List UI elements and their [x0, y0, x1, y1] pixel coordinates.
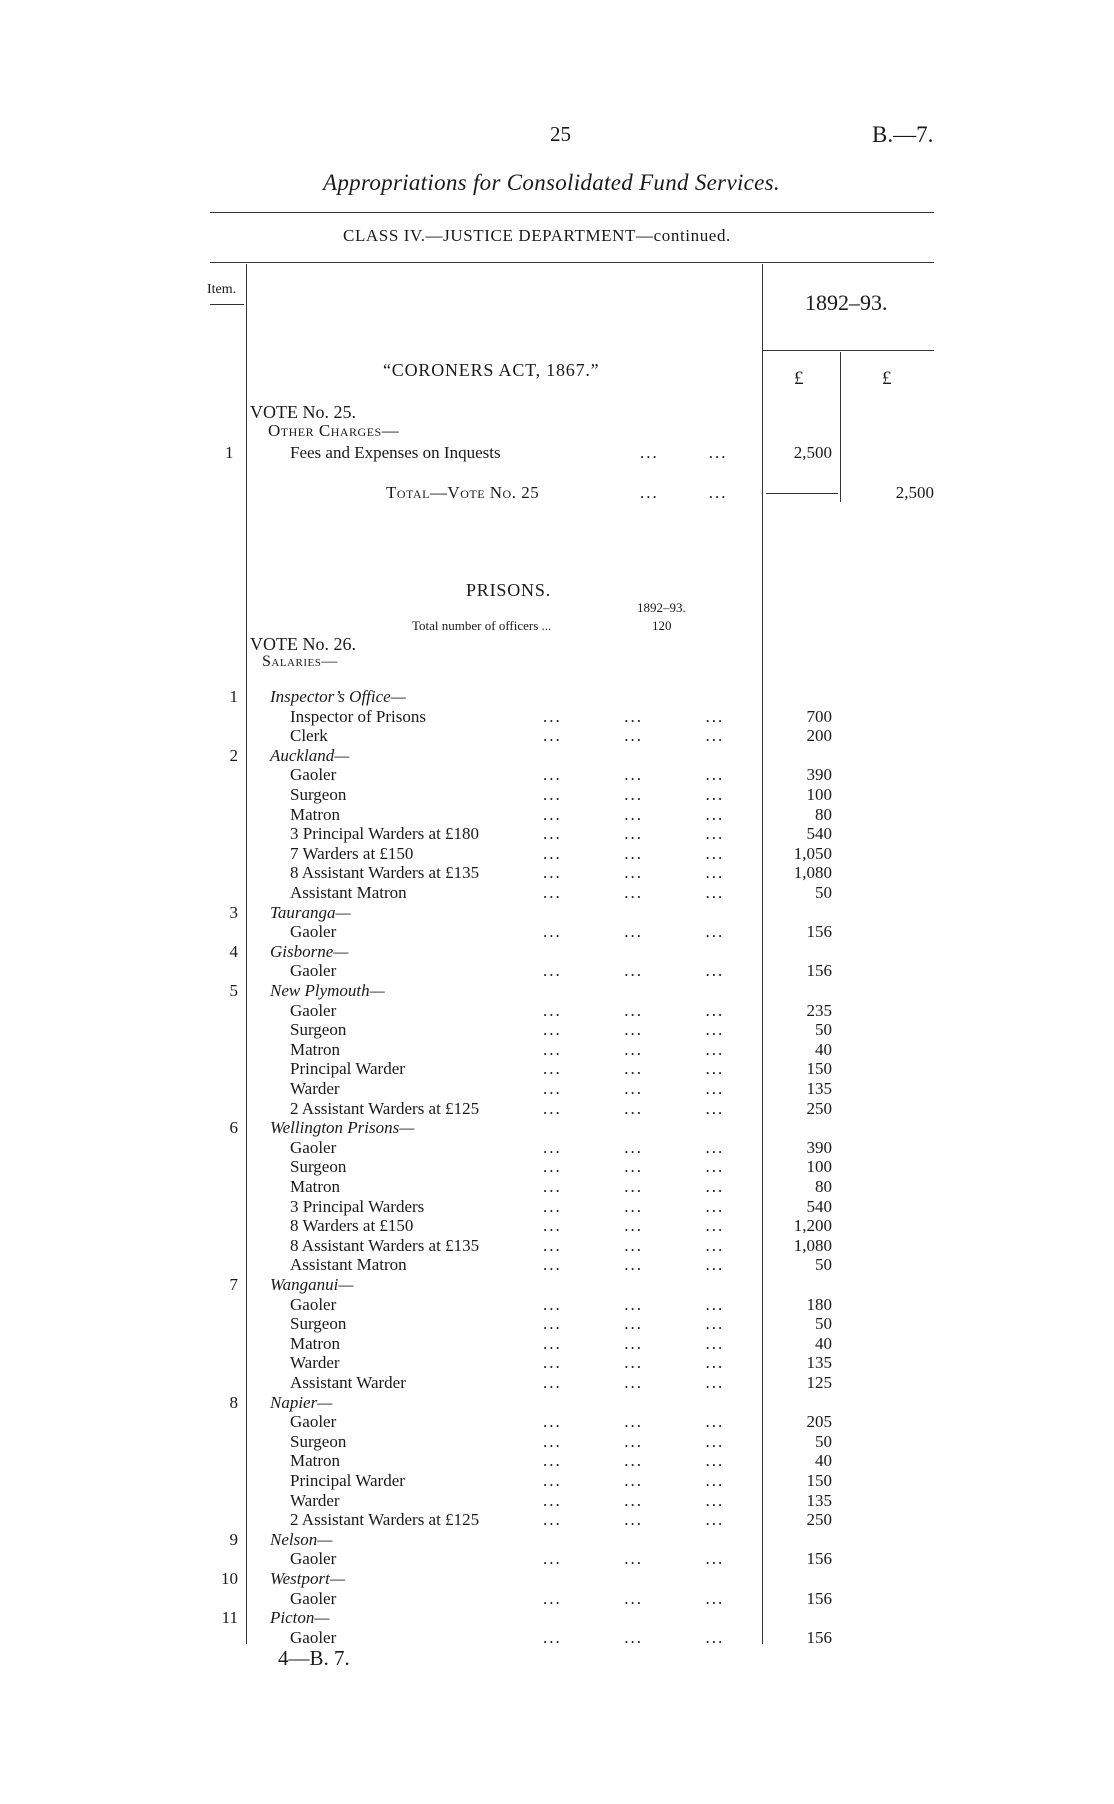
item-number	[216, 824, 238, 844]
amount	[770, 746, 832, 766]
amount	[770, 1275, 832, 1295]
item-number	[216, 1471, 238, 1491]
item-number: 3	[229, 903, 238, 922]
currency-symbol-1: £	[794, 368, 804, 389]
amount: 540	[806, 1197, 832, 1216]
amount: 80	[815, 805, 832, 824]
item-number	[216, 1020, 238, 1040]
leader-dots: ... ... ...	[543, 883, 725, 902]
amount: 1,080	[793, 863, 832, 882]
item-number: 7	[229, 1275, 238, 1294]
amount-divider	[762, 264, 763, 1644]
position-label: Surgeon	[290, 1314, 347, 1333]
page-number: 25	[550, 122, 571, 146]
item-number	[216, 863, 238, 883]
item-number	[216, 1373, 238, 1393]
vote-25-total-label: Total—Vote No. 25	[386, 483, 540, 502]
position-label: Gaoler	[290, 922, 337, 941]
amount	[770, 903, 832, 923]
leader-dots: ... ... ...	[543, 1236, 725, 1255]
officers-year: 1892–93.	[637, 600, 686, 615]
position-label: Matron	[290, 1334, 341, 1353]
amount: 50	[815, 1255, 832, 1274]
position-label: 2 Assistant Warders at £125	[290, 1099, 480, 1118]
leader-dots: ... ... ...	[543, 961, 725, 980]
officers-count: 120	[652, 618, 672, 633]
vote-25-heading: VOTE No. 25.	[250, 402, 356, 422]
leader-dots: ... ... ...	[543, 1432, 725, 1451]
leader-dots: ... ... ...	[543, 1059, 725, 1078]
item-number	[216, 1236, 238, 1256]
position-label: Gaoler	[290, 1549, 337, 1568]
coroners-item-description: Fees and Expenses on Inquests	[290, 443, 501, 462]
item-number: 2	[229, 746, 238, 765]
item-divider	[246, 264, 247, 1644]
location-label: Picton—	[270, 1608, 330, 1627]
item-number	[216, 707, 238, 727]
item-number: 10	[221, 1569, 238, 1588]
position-label: Clerk	[290, 726, 328, 745]
item-number	[216, 1059, 238, 1079]
item-number: 11	[221, 1608, 238, 1627]
position-label: Assistant Matron	[290, 1255, 407, 1274]
leader-dots: ... ... ...	[543, 1197, 725, 1216]
location-label: Inspector’s Office—	[270, 687, 406, 706]
prisons-heading: PRISONS.	[466, 580, 551, 600]
position-label: Gaoler	[290, 1589, 337, 1608]
amount: 390	[806, 765, 832, 784]
position-label: Gaoler	[290, 961, 337, 980]
item-column-header: Item.	[207, 282, 237, 297]
leader-dots: ... ... ...	[543, 1491, 725, 1510]
amount: 156	[806, 922, 832, 941]
vote-25-total-dots: ... ...	[640, 483, 728, 502]
amount: 250	[806, 1510, 832, 1529]
position-label: Matron	[290, 1177, 341, 1196]
item-number	[216, 1197, 238, 1217]
amount: 200	[806, 726, 832, 745]
item-number	[216, 1589, 238, 1609]
amount: 40	[815, 1334, 832, 1353]
location-label: New Plymouth—	[270, 981, 385, 1000]
coroners-item-dots: ... ...	[640, 443, 728, 462]
item-number	[216, 765, 238, 785]
leader-dots: ... ... ...	[543, 1157, 725, 1176]
amount	[770, 1608, 832, 1628]
salaries-heading: Salaries—	[262, 653, 338, 670]
position-label: Warder	[290, 1353, 340, 1372]
position-label: Gaoler	[290, 1628, 337, 1647]
position-label: Principal Warder	[290, 1059, 405, 1078]
item-number	[216, 1099, 238, 1119]
location-label: Tauranga—	[270, 903, 351, 922]
amount: 390	[806, 1138, 832, 1157]
item-number	[216, 1549, 238, 1569]
item-number: 5	[229, 981, 238, 1000]
item-number	[216, 1040, 238, 1060]
location-label: Wellington Prisons—	[270, 1118, 415, 1137]
item-number	[216, 883, 238, 903]
page-title: Appropriations for Consolidated Fund Services.	[323, 170, 780, 195]
amount: 50	[815, 1432, 832, 1451]
location-label: Auckland—	[270, 746, 350, 765]
position-label: Warder	[290, 1079, 340, 1098]
year-header-rule	[762, 350, 934, 351]
item-number: 9	[229, 1530, 238, 1549]
position-label: Surgeon	[290, 1432, 347, 1451]
item-number	[216, 1138, 238, 1158]
item-number	[216, 805, 238, 825]
position-label: Surgeon	[290, 1020, 347, 1039]
location-label: Nelson—	[270, 1530, 333, 1549]
amount: 150	[806, 1471, 832, 1490]
leader-dots: ... ... ...	[543, 1020, 725, 1039]
leader-dots: ... ... ...	[543, 765, 725, 784]
leader-dots: ... ... ...	[543, 1079, 725, 1098]
amount: 40	[815, 1040, 832, 1059]
coroners-item-number: 1	[225, 443, 234, 462]
class-heading: CLASS IV.—JUSTICE DEPARTMENT—continued.	[343, 226, 731, 245]
location-label: Gisborne—	[270, 942, 349, 961]
item-number	[216, 961, 238, 981]
amount: 80	[815, 1177, 832, 1196]
vote-25-total-amount: 2,500	[895, 483, 934, 502]
amount: 135	[806, 1353, 832, 1372]
leader-dots: ... ... ...	[543, 1255, 725, 1274]
other-charges-heading: Other Charges—	[268, 421, 400, 440]
location-label: Napier—	[270, 1393, 333, 1412]
leader-dots: ... ... ...	[543, 1471, 725, 1490]
item-number	[216, 1079, 238, 1099]
item-number	[216, 1177, 238, 1197]
amount	[770, 1569, 832, 1589]
item-number	[216, 785, 238, 805]
header-rule	[210, 262, 934, 263]
item-number	[216, 1353, 238, 1373]
vote-26-heading: VOTE No. 26.	[250, 634, 356, 654]
leader-dots: ... ... ...	[543, 785, 725, 804]
position-label: Assistant Matron	[290, 883, 407, 902]
leader-dots: ... ... ...	[543, 922, 725, 941]
position-label: 2 Assistant Warders at £125	[290, 1510, 480, 1529]
officers-label: Total number of officers ...	[412, 618, 552, 633]
item-number	[216, 1255, 238, 1275]
amount: 250	[806, 1099, 832, 1118]
leader-dots: ... ... ...	[543, 1001, 725, 1020]
coroners-item-amount: 2,500	[793, 443, 832, 462]
amount: 50	[815, 883, 832, 902]
position-label: Warder	[290, 1491, 340, 1510]
position-label: 8 Warders at £150	[290, 1216, 414, 1235]
position-label: Inspector of Prisons	[290, 707, 426, 726]
leader-dots: ... ... ...	[543, 1373, 725, 1392]
amount: 540	[806, 824, 832, 843]
amount: 125	[806, 1373, 832, 1392]
leader-dots: ... ... ...	[543, 1314, 725, 1333]
leader-dots: ... ... ...	[543, 844, 725, 863]
leader-dots: ... ... ...	[543, 1295, 725, 1314]
position-label: Gaoler	[290, 765, 337, 784]
item-number	[216, 1157, 238, 1177]
amount: 135	[806, 1079, 832, 1098]
leader-dots: ... ... ...	[543, 1334, 725, 1353]
item-number: 6	[229, 1118, 238, 1137]
position-label: Matron	[290, 1451, 341, 1470]
amount: 1,200	[793, 1216, 832, 1235]
position-label: Principal Warder	[290, 1471, 405, 1490]
leader-dots: ... ... ...	[543, 1451, 725, 1470]
amount: 1,080	[793, 1236, 832, 1255]
coroners-act-heading: “CORONERS ACT, 1867.”	[383, 360, 600, 380]
item-number	[216, 1491, 238, 1511]
leader-dots: ... ... ...	[543, 824, 725, 843]
amount: 156	[806, 1628, 832, 1647]
position-label: Gaoler	[290, 1412, 337, 1431]
year-column-header: 1892–93.	[805, 290, 888, 315]
leader-dots: ... ... ...	[543, 1589, 725, 1608]
item-number: 4	[229, 942, 238, 961]
item-number	[216, 1314, 238, 1334]
item-number	[216, 1451, 238, 1471]
amount	[770, 981, 832, 1001]
position-label: 7 Warders at £150	[290, 844, 414, 863]
amount: 100	[806, 785, 832, 804]
leader-dots: ... ... ...	[543, 1549, 725, 1568]
position-label: Surgeon	[290, 785, 347, 804]
amount: 135	[806, 1491, 832, 1510]
position-label: Gaoler	[290, 1001, 337, 1020]
title-rule	[210, 212, 934, 213]
amount: 700	[806, 707, 832, 726]
leader-dots: ... ... ...	[543, 805, 725, 824]
item-number	[216, 1295, 238, 1315]
location-label: Westport—	[270, 1569, 345, 1588]
amount	[770, 1393, 832, 1413]
position-label: Gaoler	[290, 1295, 337, 1314]
amount: 235	[806, 1001, 832, 1020]
leader-dots: ... ... ...	[543, 1177, 725, 1196]
item-number: 8	[229, 1393, 238, 1412]
item-number	[216, 726, 238, 746]
amount: 1,050	[793, 844, 832, 863]
leader-dots: ... ... ...	[543, 1353, 725, 1372]
footer-signature: 4—B. 7.	[278, 1646, 350, 1670]
leader-dots: ... ... ...	[543, 1510, 725, 1529]
leader-dots: ... ... ...	[543, 1628, 725, 1647]
amount: 156	[806, 1589, 832, 1608]
amount	[770, 942, 832, 962]
item-number	[216, 1510, 238, 1530]
leader-dots: ... ... ...	[543, 1040, 725, 1059]
leader-dots: ... ... ...	[543, 863, 725, 882]
position-label: Gaoler	[290, 1138, 337, 1157]
leader-dots: ... ... ...	[543, 1412, 725, 1431]
item-number	[216, 1432, 238, 1452]
item-number: 1	[229, 687, 238, 706]
item-number	[216, 922, 238, 942]
position-label: Matron	[290, 805, 341, 824]
amount: 50	[815, 1314, 832, 1333]
leader-dots: ... ... ...	[543, 707, 725, 726]
amount	[770, 687, 832, 707]
amount: 156	[806, 961, 832, 980]
amount	[770, 1530, 832, 1550]
amount	[770, 1118, 832, 1138]
item-header-rule	[210, 304, 244, 305]
amount: 180	[806, 1295, 832, 1314]
amount: 156	[806, 1549, 832, 1568]
item-number	[216, 1628, 238, 1648]
leader-dots: ... ... ...	[543, 1216, 725, 1235]
amount: 205	[806, 1412, 832, 1431]
item-number	[216, 1001, 238, 1021]
item-number	[216, 844, 238, 864]
total-divider	[840, 352, 841, 502]
total-rule	[766, 493, 838, 494]
position-label: 3 Principal Warders at £180	[290, 824, 480, 843]
position-label: Surgeon	[290, 1157, 347, 1176]
item-number	[216, 1412, 238, 1432]
position-label: 3 Principal Warders	[290, 1197, 425, 1216]
amount: 100	[806, 1157, 832, 1176]
document-reference: B.—7.	[872, 122, 934, 147]
position-label: 8 Assistant Warders at £135	[290, 1236, 480, 1255]
location-label: Wanganui—	[270, 1275, 354, 1294]
leader-dots: ... ... ...	[543, 1138, 725, 1157]
amount: 150	[806, 1059, 832, 1078]
item-number	[216, 1334, 238, 1354]
amount: 40	[815, 1451, 832, 1470]
position-label: 8 Assistant Warders at £135	[290, 863, 480, 882]
item-number	[216, 1216, 238, 1236]
leader-dots: ... ... ...	[543, 1099, 725, 1118]
currency-symbol-2: £	[882, 368, 892, 389]
amount: 50	[815, 1020, 832, 1039]
position-label: Matron	[290, 1040, 341, 1059]
position-label: Assistant Warder	[290, 1373, 406, 1392]
leader-dots: ... ... ...	[543, 726, 725, 745]
